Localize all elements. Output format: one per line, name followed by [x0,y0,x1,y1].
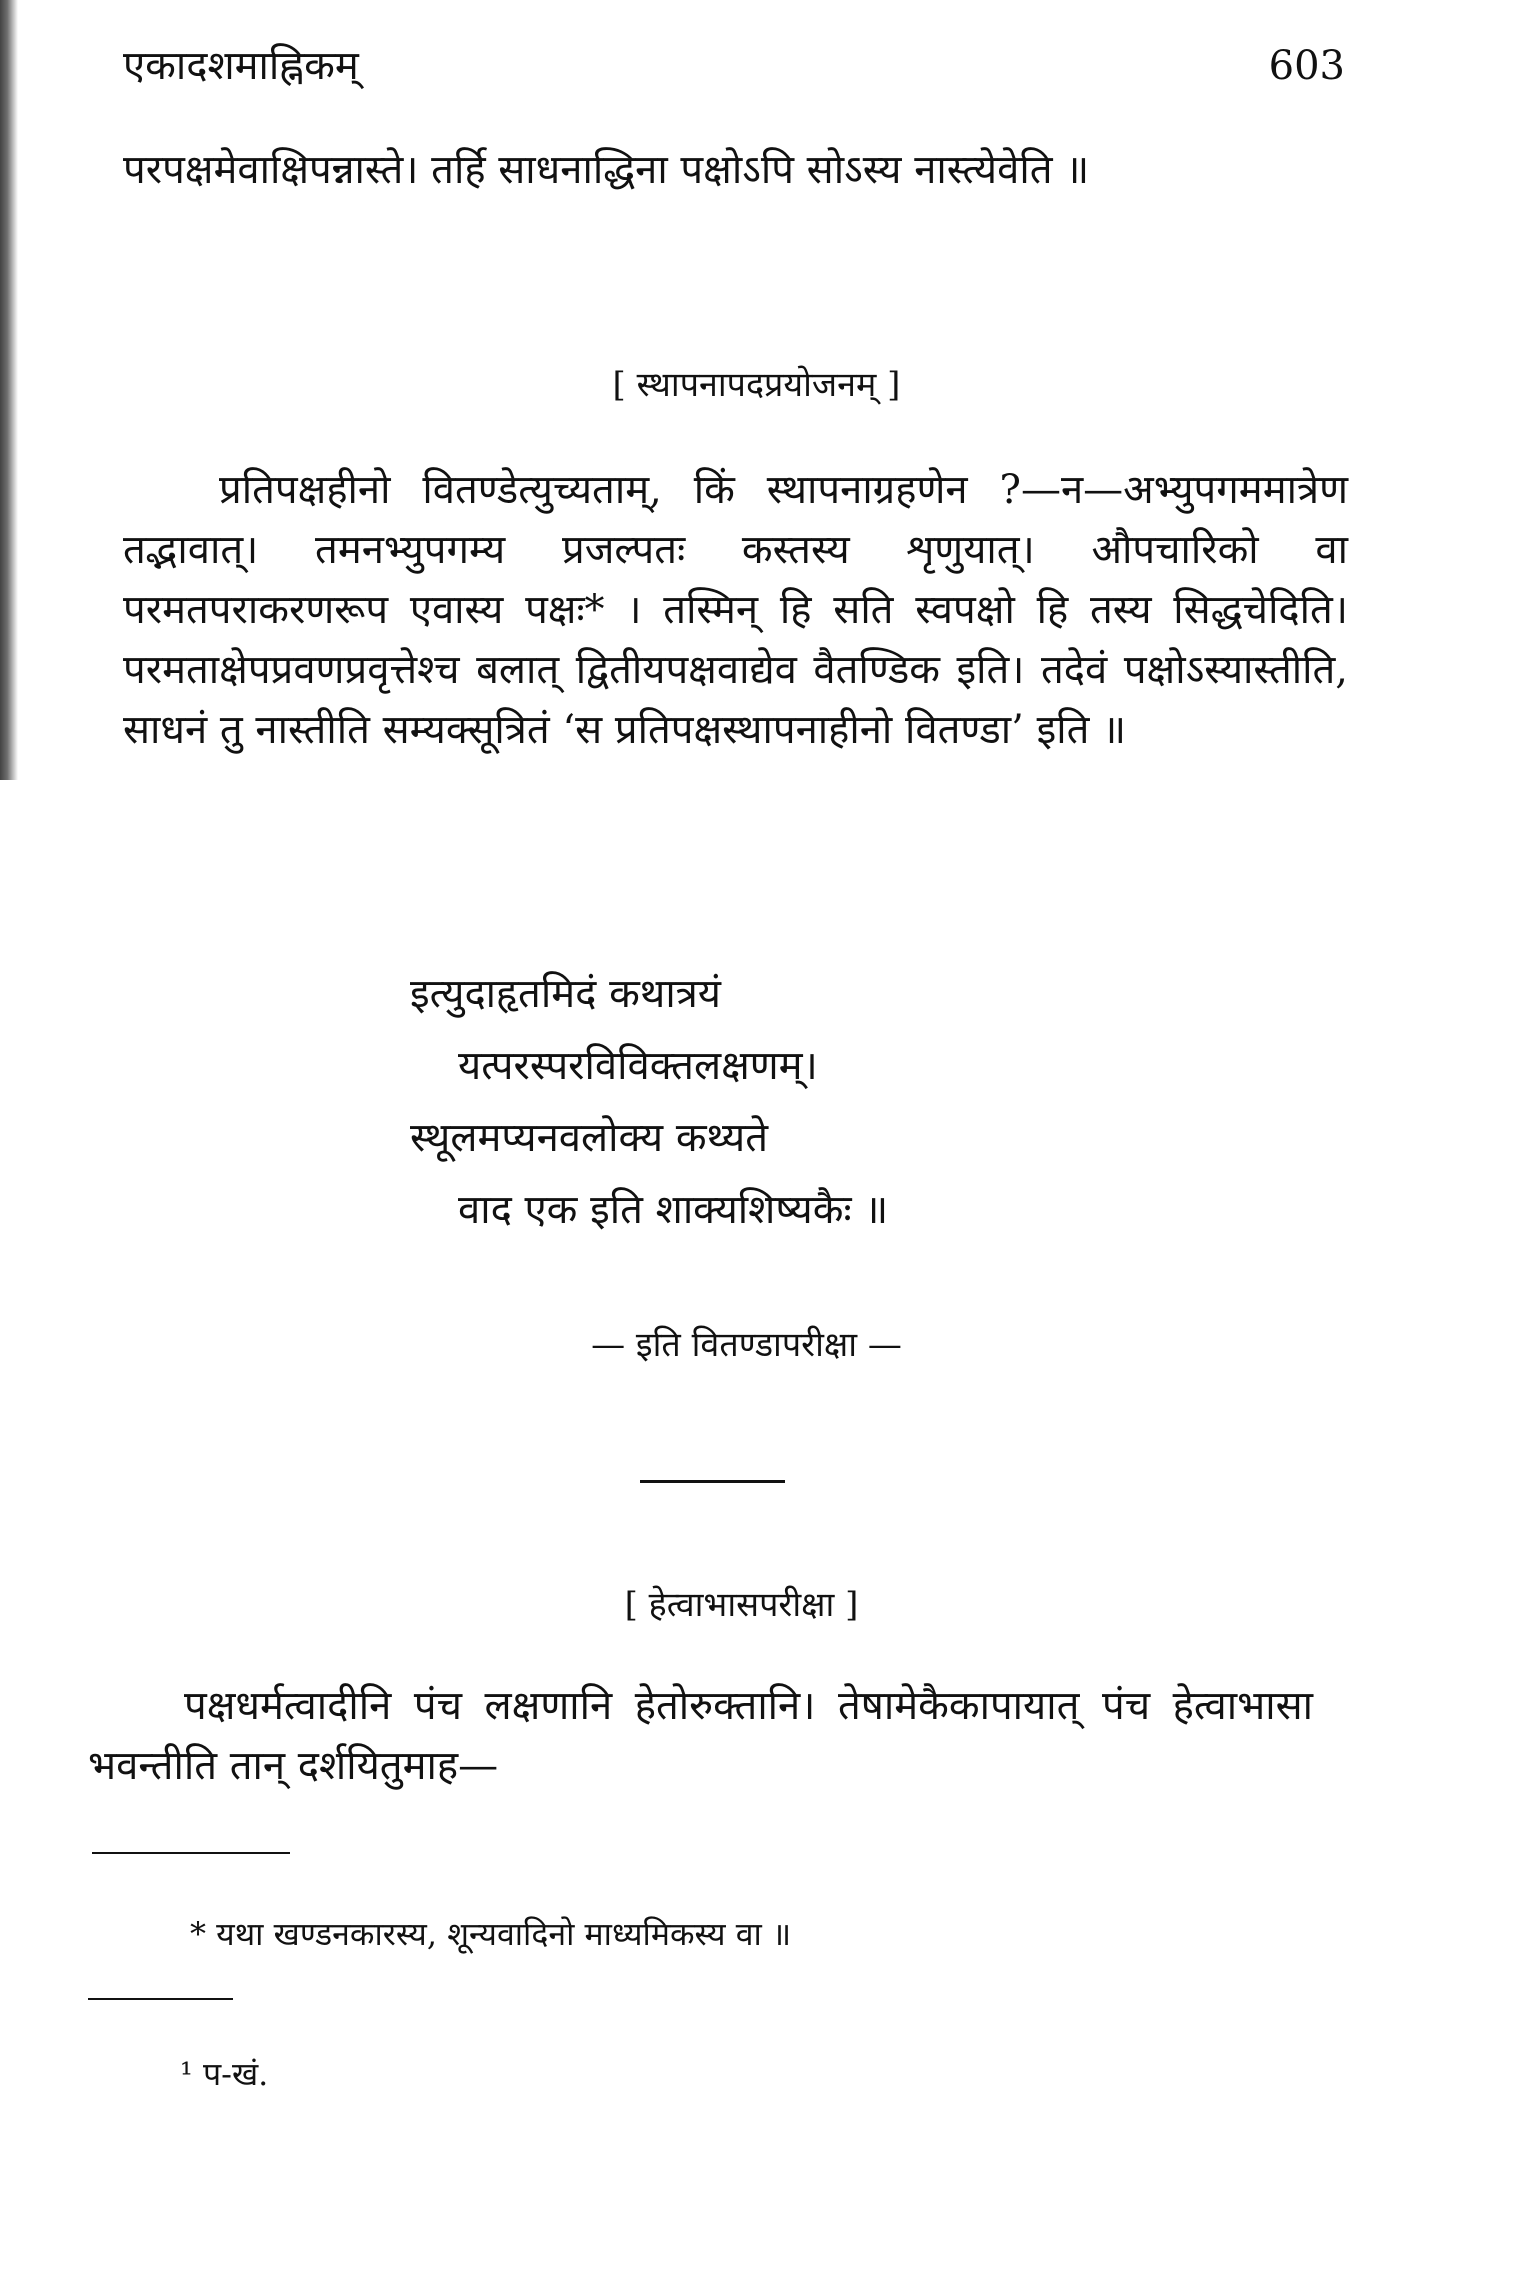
section-heading-hetvabhasa: [ हेत्वाभासपरीक्षा ] [624,1585,859,1625]
section-heading-sthapana: [ स्थापनापदप्रयोजनम् ] [612,365,901,405]
paragraph-2: प्रतिपक्षहीनो वितण्डेत्युच्यताम्, किं स्थापनाग्रहणेन ?—न—अभ्युपगममात्रेण तद्भावात्। तमनभ्युपगम्य प्रजल्पतः कस्तस्य शृणुयात्। औपचारिको वा परमतपराकरणरूप एवास्य पक्षः* । तस्मिन् हि सति स्वपक्षो हि तस्य सिद्धचेदिति। परमताक्षेपप्रवणप्रवृत्तेश्च बलात् द्वितीयपक्षवाद्येव वैतण्डिक इति। तदेवं पक्षोऽस्यास्तीति, साधनं तु नास्तीति सम्यक्सूत्रितं ‘स प्रतिपक्षस्थापनाहीनो वितण्डा’ इति ॥ [123,467,1348,753]
footnote-2: ¹ प-खं. [180,2055,269,2093]
paragraph-3: पक्षधर्मत्वादीनि पंच लक्षणानि हेतोरुक्तानि। तेषामेकैकापायात् पंच हेत्वाभासा भवन्तीति तान् दर्शयितुमाह— [88,1683,1313,1789]
footnote-1: * यथा खण्डनकारस्य, शून्यवादिनो माध्यमिकस्य वा ॥ [190,1915,792,1953]
verse-line-1: इत्युदाहृतमिदं कथात्रयं [410,971,721,1017]
section-divider [640,1480,785,1483]
verse-line-4: वाद एक इति शाक्यशिष्यकैः ॥ [458,1187,889,1233]
footnote-rule-1 [92,1852,290,1854]
paragraph-1: परपक्षमेवाक्षिपन्नास्ते। तर्हि साधनाद्धिना पक्षोऽपि सोऽस्य नास्त्येवेति ॥ [123,147,1090,193]
footnote-rule-2 [88,1998,233,2000]
verse-block [410,958,888,1246]
page-number: 603 [1268,43,1345,89]
running-head: एकादशमाह्निकम् [123,43,359,89]
verse-line-2: यत्परस्परविविक्तलक्षणम्। [458,1043,818,1089]
section-closing: — इति वितण्डापरीक्षा — [591,1325,902,1365]
verse-line-3: स्थूलमप्यनवलोक्य कथ्यते [410,1115,768,1161]
